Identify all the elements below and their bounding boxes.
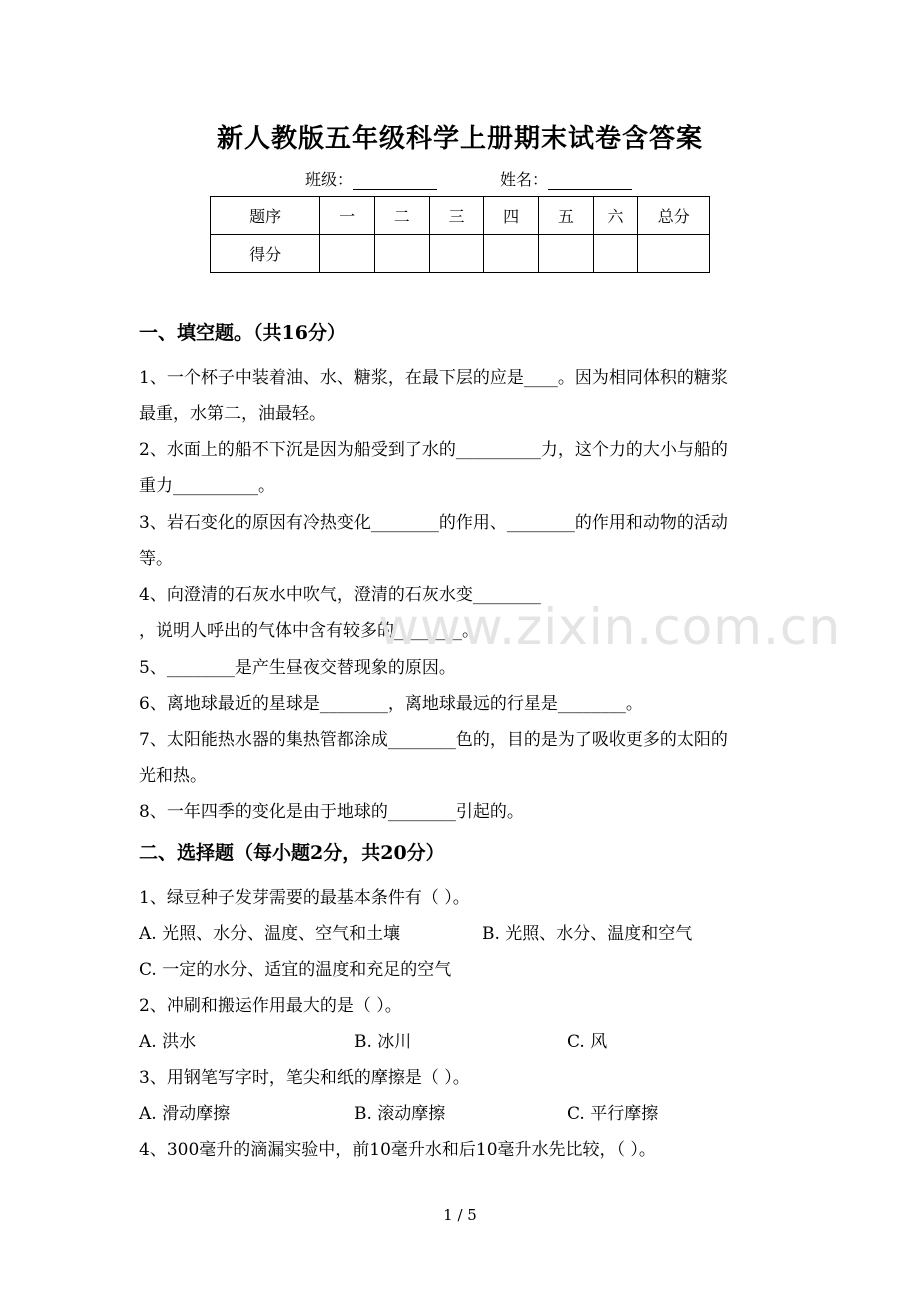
option-a: A. 滑动摩擦 <box>139 1104 231 1124</box>
score-header-cell: 三 <box>429 197 484 235</box>
name-field <box>500 167 632 190</box>
score-header-cell: 五 <box>538 197 593 235</box>
question-line: 光和热。 <box>139 766 207 786</box>
name-blank <box>548 171 632 190</box>
score-cell <box>429 235 484 273</box>
page-number: 1 / 5 <box>443 1206 477 1224</box>
class-label: 班级： <box>305 170 354 189</box>
option-c: C. 一定的水分、适宜的温度和充足的空气 <box>139 960 452 980</box>
option-c: C. 平行摩擦 <box>567 1104 659 1124</box>
question-line: ，说明人呼出的气体中含有较多的________。 <box>139 621 479 641</box>
score-cell <box>320 235 375 273</box>
question-line: 4、向澄清的石灰水中吹气，澄清的石灰水变________ <box>139 585 541 605</box>
score-cell <box>538 235 593 273</box>
option-b: B. 滚动摩擦 <box>354 1104 446 1124</box>
option-c: C. 风 <box>567 1032 608 1052</box>
option-a: A. 光照、水分、温度、空气和土壤 <box>139 924 401 944</box>
score-row-label: 得分 <box>211 235 320 273</box>
question-stem: 2、冲刷和搬运作用最大的是（ ）。 <box>139 996 402 1016</box>
section-heading-fill-blank: 一、填空题。（共16分） <box>139 322 346 344</box>
score-cell <box>484 235 539 273</box>
score-cell <box>374 235 429 273</box>
question-line: 等。 <box>139 549 173 569</box>
question-stem: 1、绿豆种子发芽需要的最基本条件有（ ）。 <box>139 888 470 908</box>
question-stem: 4、300毫升的滴漏实验中，前10毫升水和后10毫升水先比较，（ ）。 <box>139 1140 656 1160</box>
question-line: 7、太阳能热水器的集热管都涂成________色的，目的是为了吸收更多的太阳的 <box>139 730 728 750</box>
score-header-cell: 六 <box>593 197 638 235</box>
score-header-cell: 题序 <box>211 197 320 235</box>
score-header-cell: 二 <box>374 197 429 235</box>
score-cell <box>638 235 710 273</box>
option-a: A. 洪水 <box>139 1032 197 1052</box>
question-line: 重力__________。 <box>139 476 275 496</box>
score-cell <box>593 235 638 273</box>
score-table-header-row <box>211 197 710 235</box>
class-blank <box>353 171 437 190</box>
question-line: 最重，水第二，油最轻。 <box>139 404 326 424</box>
option-b: B. 冰川 <box>354 1032 412 1052</box>
question-line: 8、一年四季的变化是由于地球的________引起的。 <box>139 802 524 822</box>
question-stem: 3、用钢笔写字时，笔尖和纸的摩擦是（ ）。 <box>139 1068 470 1088</box>
name-label: 姓名： <box>500 170 549 189</box>
question-line: 2、水面上的船不下沉是因为船受到了水的__________力，这个力的大小与船的 <box>139 440 728 460</box>
class-field <box>305 167 437 190</box>
question-line: 5、________是产生昼夜交替现象的原因。 <box>139 658 456 678</box>
question-line: 3、岩石变化的原因有冷热变化________的作用、________的作用和动物的活动 <box>139 513 728 533</box>
section-heading-multiple-choice: 二、选择题（每小题2分，共20分） <box>139 842 445 864</box>
option-b: B. 光照、水分、温度和空气 <box>482 924 693 944</box>
score-header-cell: 一 <box>320 197 375 235</box>
question-line: 1、一个杯子中装着油、水、糖浆，在最下层的应是____。因为相同体积的糖浆 <box>139 368 728 388</box>
watermark: www.zixin.com.cn <box>378 598 842 656</box>
score-table-score-row <box>211 235 710 273</box>
score-header-cell: 四 <box>484 197 539 235</box>
score-table <box>210 196 710 273</box>
question-line: 6、离地球最近的星球是________，离地球最远的行星是________。 <box>139 694 643 714</box>
document-title: 新人教版五年级科学上册期末试卷含答案 <box>216 124 703 154</box>
score-header-cell: 总分 <box>638 197 710 235</box>
